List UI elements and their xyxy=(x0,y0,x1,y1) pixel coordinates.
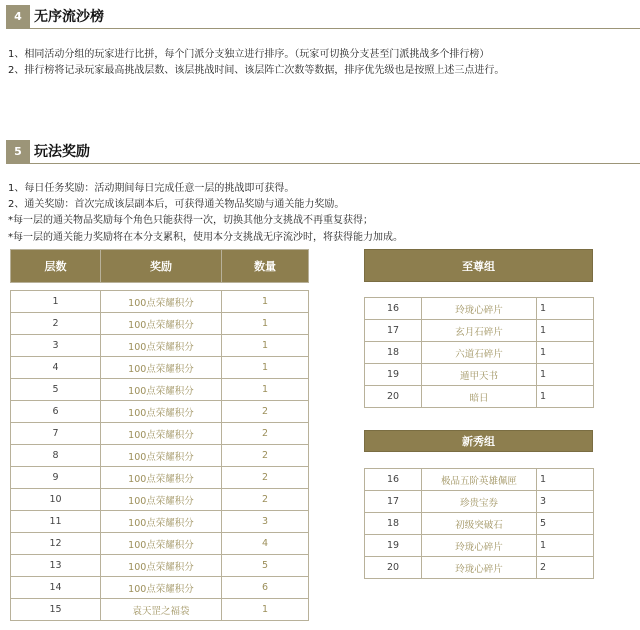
quantity-cell: 5 xyxy=(222,555,309,577)
quantity-cell: 3 xyxy=(222,511,309,533)
reward-cell: 袁天罡之福袋 xyxy=(101,599,222,621)
reward-cell: 100点荣耀积分 xyxy=(101,423,222,445)
level-cell: 6 xyxy=(11,401,101,423)
quantity-cell: 1 xyxy=(222,291,309,313)
reward-cell: 100点荣耀积分 xyxy=(101,555,222,577)
header-level: 层数 xyxy=(11,250,101,283)
reward-cell: 珍贵宝券 xyxy=(422,491,537,513)
quantity-cell: 5 xyxy=(537,513,594,535)
xinxiu-group-table xyxy=(364,468,594,579)
reward-cell: 100点荣耀积分 xyxy=(101,489,222,511)
reward-cell: 玲珑心碎片 xyxy=(422,557,537,579)
quantity-cell: 2 xyxy=(537,557,594,579)
reward-cell: 玲珑心碎片 xyxy=(422,535,537,557)
section-number: 4 xyxy=(6,5,30,29)
table-row xyxy=(365,469,594,491)
quantity-cell: 1 xyxy=(537,298,594,320)
quantity-cell: 1 xyxy=(222,599,309,621)
quantity-cell: 2 xyxy=(222,489,309,511)
section-4-line-1: 1、相同活动分组的玩家进行比拼，每个门派分支独立进行排序。（玩家可切换分支甚至门派挑战多个排行榜） xyxy=(8,49,490,60)
level-cell: 9 xyxy=(11,467,101,489)
table-row xyxy=(365,535,594,557)
table-row xyxy=(365,557,594,579)
section-divider xyxy=(30,28,640,29)
table-row xyxy=(365,491,594,513)
quantity-cell: 1 xyxy=(222,313,309,335)
section-5-note-1: *每一层的通关物品奖励每个角色只能获得一次，切换其他分支挑战不再重复获得； xyxy=(8,215,373,226)
section-5-note-2: *每一层的通关能力奖励将在本分支累积，使用本分支挑战无序流沙时，将获得能力加成。 xyxy=(8,232,403,243)
table-row xyxy=(365,342,594,364)
header-quantity: 数量 xyxy=(222,250,309,283)
quantity-cell: 1 xyxy=(537,535,594,557)
level-cell: 5 xyxy=(11,379,101,401)
level-cell: 4 xyxy=(11,357,101,379)
level-cell: 13 xyxy=(11,555,101,577)
quantity-cell: 2 xyxy=(222,467,309,489)
reward-cell: 玲珑心碎片 xyxy=(422,298,537,320)
section-divider xyxy=(30,163,640,164)
table-row xyxy=(11,533,309,555)
reward-cell: 100点荣耀积分 xyxy=(101,357,222,379)
xinxiu-group-header: 新秀组 xyxy=(364,430,593,452)
level-cell: 1 xyxy=(11,291,101,313)
table-row xyxy=(11,467,309,489)
quantity-cell: 1 xyxy=(222,357,309,379)
reward-cell: 极品五阶英雄佩匣 xyxy=(422,469,537,491)
level-cell: 15 xyxy=(11,599,101,621)
reward-cell: 100点荣耀积分 xyxy=(101,313,222,335)
level-cell: 16 xyxy=(365,469,422,491)
section-5-line-1: 1、每日任务奖励：活动期间每日完成任意一层的挑战即可获得。 xyxy=(8,183,295,194)
quantity-cell: 2 xyxy=(222,401,309,423)
level-cell: 7 xyxy=(11,423,101,445)
reward-cell: 玄月石碎片 xyxy=(422,320,537,342)
quantity-cell: 6 xyxy=(222,577,309,599)
level-cell: 17 xyxy=(365,491,422,513)
spacer-row xyxy=(11,283,309,291)
table-row xyxy=(11,401,309,423)
reward-cell: 100点荣耀积分 xyxy=(101,467,222,489)
reward-cell: 100点荣耀积分 xyxy=(101,511,222,533)
table-row xyxy=(11,489,309,511)
level-cell: 19 xyxy=(365,364,422,386)
table-row xyxy=(365,320,594,342)
section-4-line-2: 2、排行榜将记录玩家最高挑战层数、该层挑战时间、该层阵亡次数等数据，排序优先级也是按照上述三点进行。 xyxy=(8,65,505,76)
level-cell: 16 xyxy=(365,298,422,320)
quantity-cell: 1 xyxy=(537,320,594,342)
table-row xyxy=(11,599,309,621)
table-row xyxy=(365,298,594,320)
level-cell: 20 xyxy=(365,386,422,408)
reward-cell: 100点荣耀积分 xyxy=(101,401,222,423)
quantity-cell: 1 xyxy=(537,386,594,408)
reward-cell: 100点荣耀积分 xyxy=(101,291,222,313)
section-4-header xyxy=(6,5,640,29)
level-cell: 3 xyxy=(11,335,101,357)
table-row xyxy=(11,555,309,577)
level-cell: 14 xyxy=(11,577,101,599)
quantity-cell: 2 xyxy=(222,423,309,445)
section-5-header xyxy=(6,140,640,164)
level-cell: 12 xyxy=(11,533,101,555)
table-row xyxy=(11,445,309,467)
level-cell: 10 xyxy=(11,489,101,511)
section-number: 5 xyxy=(6,140,30,164)
reward-cell: 遁甲天书 xyxy=(422,364,537,386)
section-5-line-2: 2、通关奖励：首次完成该层副本后，可获得通关物品奖励与通关能力奖励。 xyxy=(8,199,345,210)
section-title: 玩法奖励 xyxy=(34,144,90,160)
table-row xyxy=(11,511,309,533)
table-row xyxy=(11,423,309,445)
quantity-cell: 1 xyxy=(222,335,309,357)
level-cell: 19 xyxy=(365,535,422,557)
reward-cell: 100点荣耀积分 xyxy=(101,577,222,599)
level-cell: 2 xyxy=(11,313,101,335)
quantity-cell: 2 xyxy=(222,445,309,467)
quantity-cell: 1 xyxy=(537,364,594,386)
zhizun-group-table xyxy=(364,297,594,408)
reward-cell: 100点荣耀积分 xyxy=(101,533,222,555)
table-row xyxy=(11,357,309,379)
main-reward-table xyxy=(10,249,309,621)
level-cell: 20 xyxy=(365,557,422,579)
reward-cell: 100点荣耀积分 xyxy=(101,379,222,401)
table-row xyxy=(11,379,309,401)
level-cell: 8 xyxy=(11,445,101,467)
quantity-cell: 1 xyxy=(537,469,594,491)
table-row xyxy=(11,291,309,313)
section-title: 无序流沙榜 xyxy=(34,9,104,25)
reward-cell: 初级突破石 xyxy=(422,513,537,535)
reward-cell: 100点荣耀积分 xyxy=(101,335,222,357)
reward-cell: 100点荣耀积分 xyxy=(101,445,222,467)
level-cell: 17 xyxy=(365,320,422,342)
table-row xyxy=(11,335,309,357)
quantity-cell: 1 xyxy=(222,379,309,401)
level-cell: 18 xyxy=(365,342,422,364)
level-cell: 18 xyxy=(365,513,422,535)
reward-cell: 暗日 xyxy=(422,386,537,408)
zhizun-group-header: 至尊组 xyxy=(364,249,593,282)
table-row xyxy=(11,577,309,599)
table-row xyxy=(365,364,594,386)
table-row xyxy=(365,386,594,408)
level-cell: 11 xyxy=(11,511,101,533)
table-row xyxy=(365,513,594,535)
table-row xyxy=(11,313,309,335)
quantity-cell: 3 xyxy=(537,491,594,513)
quantity-cell: 1 xyxy=(537,342,594,364)
header-reward: 奖励 xyxy=(101,250,222,283)
quantity-cell: 4 xyxy=(222,533,309,555)
reward-cell: 六道石碎片 xyxy=(422,342,537,364)
